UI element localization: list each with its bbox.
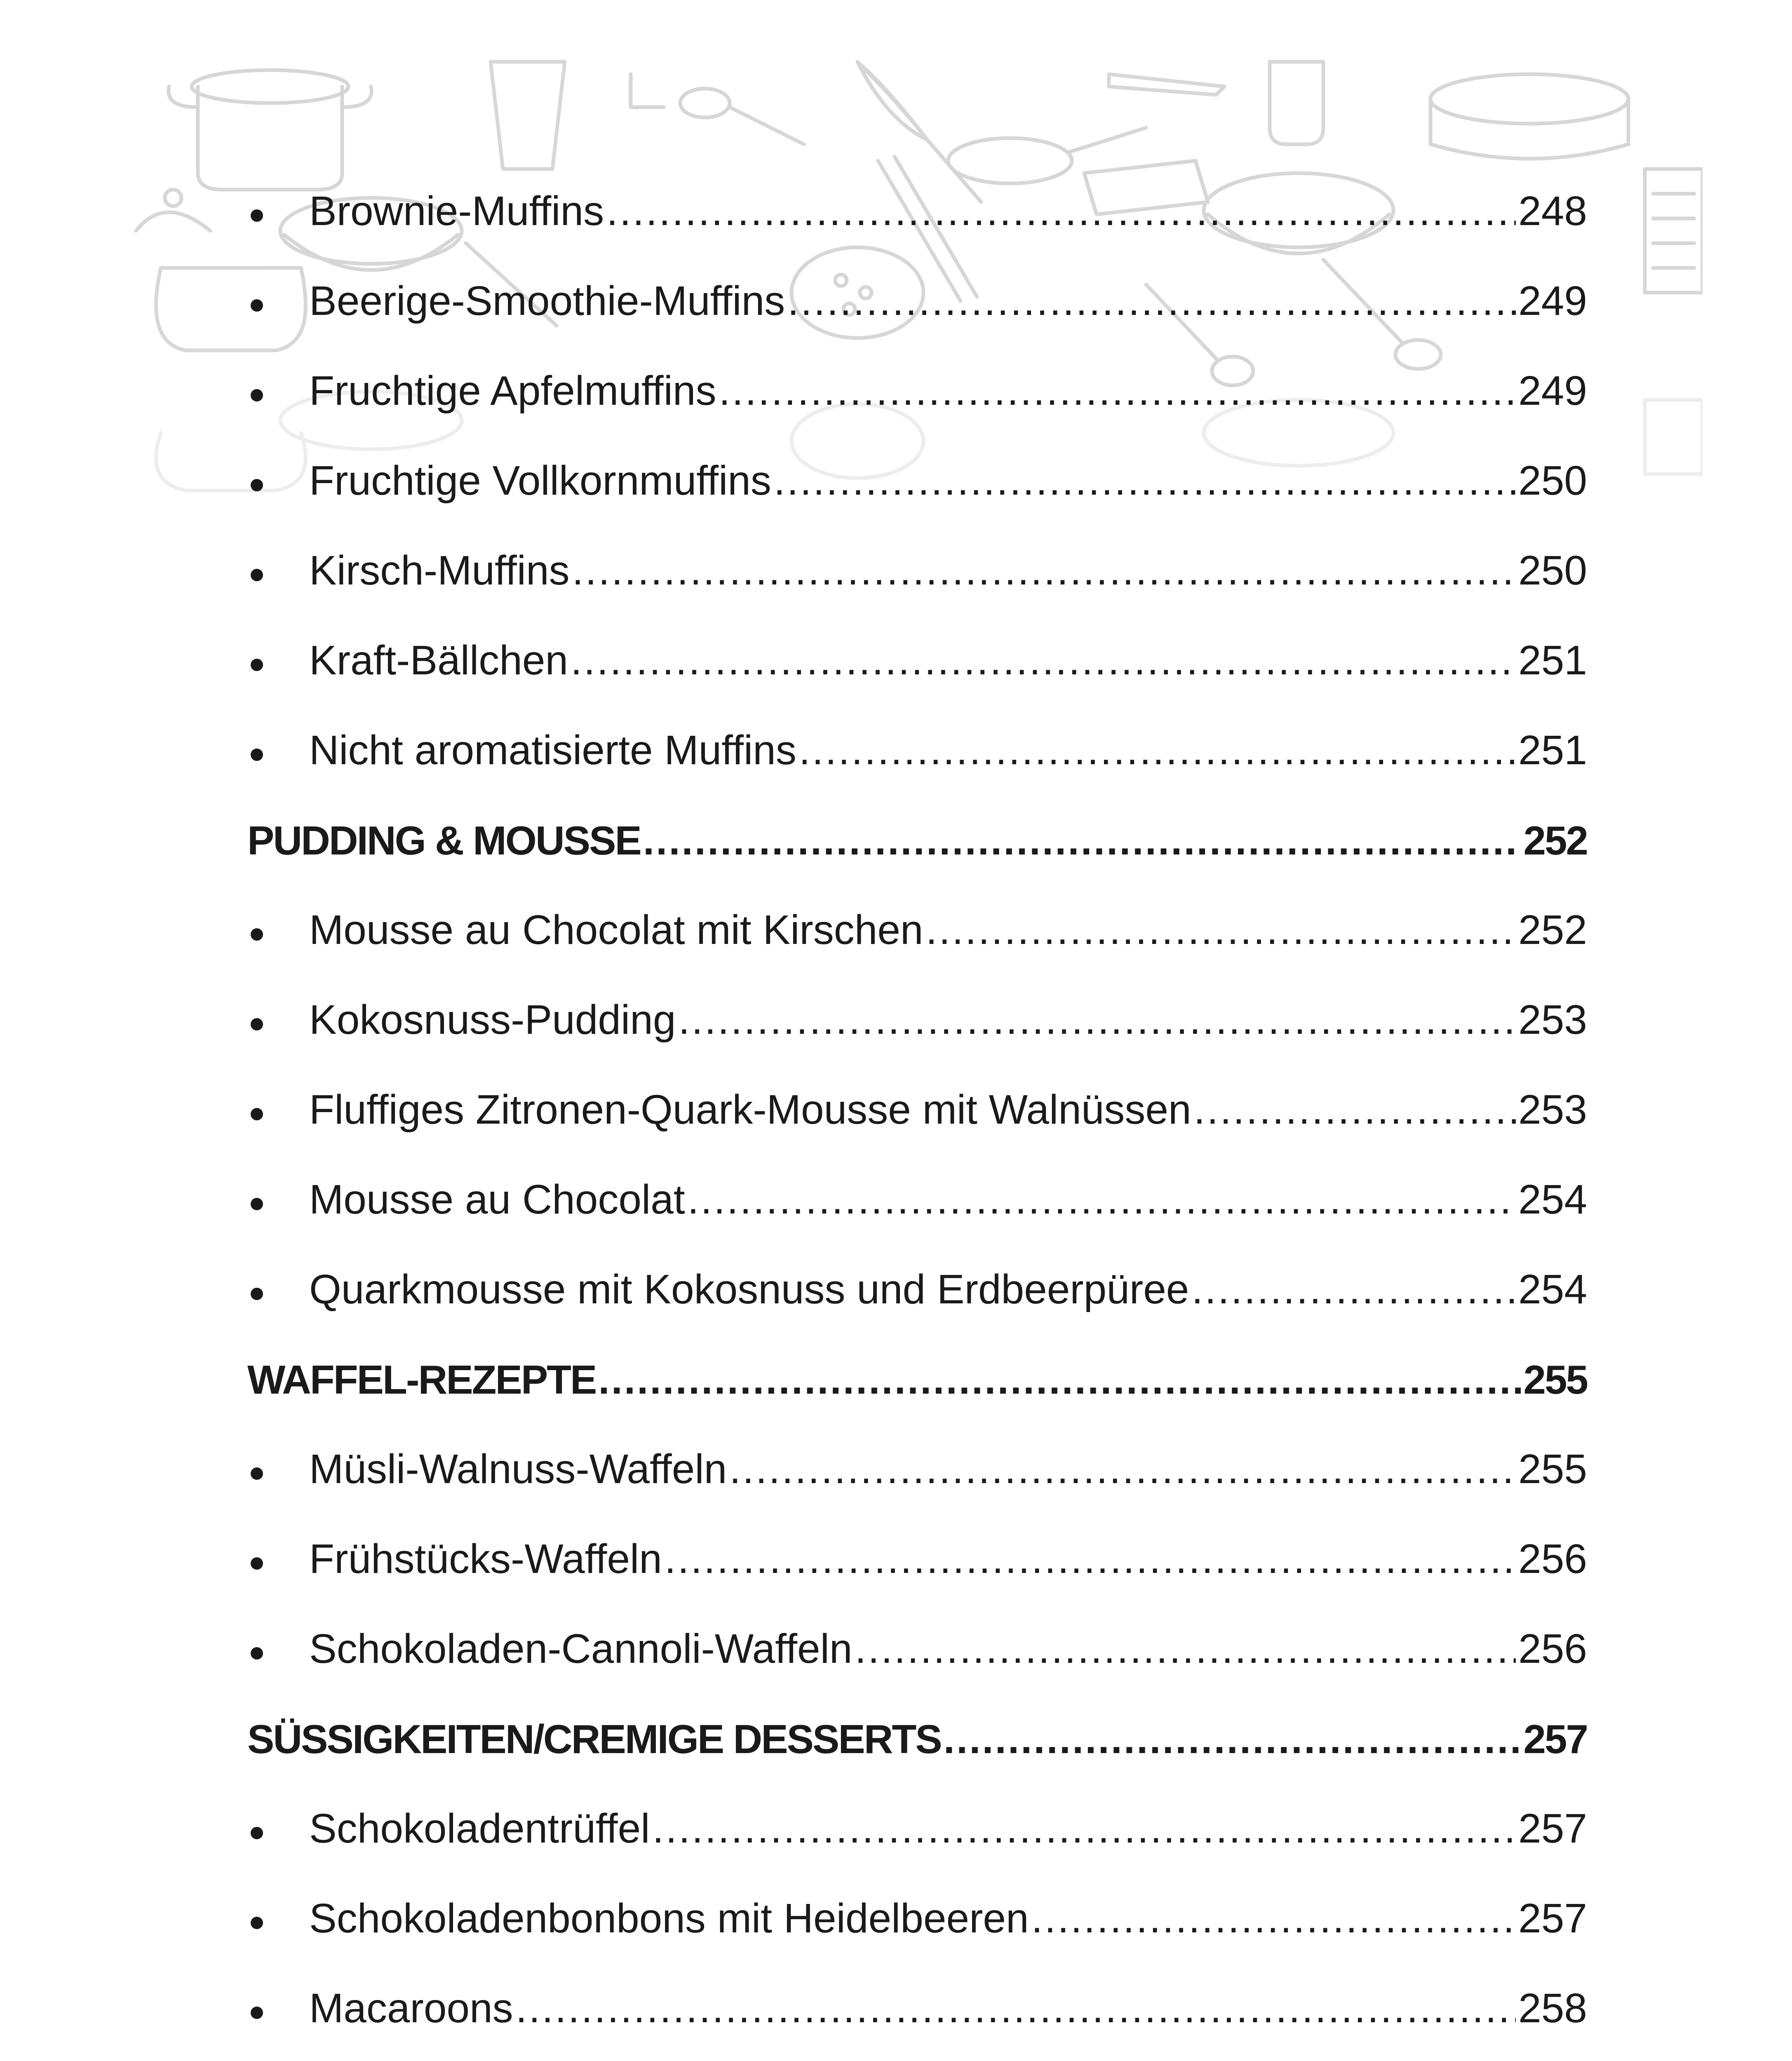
bullet-icon bbox=[251, 1827, 263, 1839]
toc-title: SÜSSIGKEITEN/CREMIGE DESSERTS bbox=[247, 1716, 941, 1762]
dot-leader bbox=[787, 277, 1516, 336]
dot-leader bbox=[516, 1985, 1516, 2044]
bullet-icon bbox=[251, 1108, 263, 1120]
toc-entry[interactable] bbox=[247, 1145, 1587, 1235]
toc-title: Fruchtige Vollkornmuffins bbox=[309, 458, 771, 504]
toc-entry[interactable] bbox=[247, 1864, 1587, 1954]
dot-leader bbox=[926, 906, 1516, 965]
toc-entry[interactable] bbox=[247, 1415, 1587, 1505]
toc-page-number: 250 bbox=[1518, 547, 1587, 594]
dot-leader bbox=[774, 457, 1516, 516]
toc-page-number: 257 bbox=[1518, 1805, 1587, 1852]
bullet-icon bbox=[251, 1647, 263, 1660]
dot-leader bbox=[944, 1716, 1521, 1774]
bullet-icon bbox=[251, 749, 263, 761]
dot-leader bbox=[719, 367, 1516, 426]
toc-page-number: 256 bbox=[1518, 1536, 1587, 1582]
toc-entry[interactable] bbox=[247, 606, 1587, 696]
toc-title: Beerige-Smoothie-Muffins bbox=[309, 278, 785, 324]
toc-page-number: 252 bbox=[1523, 818, 1587, 863]
toc-page-number: 258 bbox=[1518, 1985, 1587, 2031]
toc-title: Mousse au Chocolat mit Kirschen bbox=[309, 907, 923, 953]
dot-leader bbox=[729, 1446, 1516, 1505]
dot-leader bbox=[572, 547, 1516, 606]
toc-page-number: 251 bbox=[1518, 727, 1587, 773]
toc-title: Schokoladen-Cannoli-Waffeln bbox=[309, 1626, 853, 1672]
dot-leader bbox=[855, 1625, 1516, 1684]
toc-entry[interactable] bbox=[247, 157, 1587, 246]
bullet-icon bbox=[251, 1198, 263, 1210]
toc-section-heading[interactable] bbox=[247, 1684, 1587, 1774]
toc-page-number: 257 bbox=[1523, 1716, 1587, 1762]
dot-leader bbox=[653, 1805, 1516, 1864]
toc-section-heading[interactable] bbox=[247, 786, 1587, 876]
bullet-icon bbox=[251, 479, 263, 491]
bullet-icon bbox=[251, 209, 263, 222]
bullet-icon bbox=[251, 1557, 263, 1570]
bullet-icon bbox=[251, 1018, 263, 1030]
toc-page-number: 253 bbox=[1518, 1087, 1587, 1133]
toc-page-number: 255 bbox=[1523, 1357, 1587, 1402]
bullet-icon bbox=[251, 569, 263, 581]
dot-leader bbox=[799, 727, 1516, 786]
toc-entry[interactable] bbox=[247, 965, 1587, 1055]
toc-page-number: 251 bbox=[1518, 637, 1587, 683]
bullet-icon bbox=[251, 1467, 263, 1480]
toc-page-number: 254 bbox=[1518, 1266, 1587, 1312]
toc-page-number: 254 bbox=[1518, 1176, 1587, 1223]
toc-section-heading[interactable] bbox=[247, 1325, 1587, 1415]
bullet-icon bbox=[251, 928, 263, 941]
bullet-icon bbox=[251, 1917, 263, 1929]
toc-title: Quarkmousse mit Kokosnuss und Erdbeerpüree bbox=[309, 1266, 1189, 1312]
dot-leader bbox=[1191, 1266, 1516, 1325]
toc-title: PUDDING & MOUSSE bbox=[247, 818, 641, 863]
dot-leader bbox=[571, 637, 1516, 696]
toc-title: WAFFEL-REZEPTE bbox=[247, 1357, 596, 1402]
toc-page-number: 250 bbox=[1518, 458, 1587, 504]
toc-page-number: 256 bbox=[1518, 1626, 1587, 1672]
toc-title: Macaroons bbox=[309, 1985, 513, 2031]
toc-page-number: 255 bbox=[1518, 1446, 1587, 1492]
dot-leader bbox=[1194, 1086, 1516, 1145]
toc-title: Schokoladenbonbons mit Heidelbeeren bbox=[309, 1895, 1029, 1941]
toc-entry[interactable] bbox=[247, 696, 1587, 786]
toc-entry[interactable] bbox=[247, 1594, 1587, 1684]
toc-entry[interactable] bbox=[247, 516, 1587, 606]
toc-entry[interactable] bbox=[247, 1055, 1587, 1145]
toc-title: Mousse au Chocolat bbox=[309, 1176, 685, 1223]
bullet-icon bbox=[251, 1288, 263, 1300]
bullet-icon bbox=[251, 659, 263, 671]
toc-title: Kokosnuss-Pudding bbox=[309, 997, 676, 1043]
toc-page-number: 257 bbox=[1518, 1895, 1587, 1941]
toc-title: Fluffiges Zitronen-Quark-Mousse mit Walnüssen bbox=[309, 1087, 1191, 1133]
toc-entry[interactable] bbox=[247, 876, 1587, 965]
toc-entry[interactable] bbox=[247, 246, 1587, 336]
toc-title: Frühstücks-Waffeln bbox=[309, 1536, 662, 1582]
dot-leader bbox=[1031, 1895, 1516, 1954]
toc-title: Kraft-Bällchen bbox=[309, 637, 568, 683]
toc-entry[interactable] bbox=[247, 1954, 1587, 2044]
toc-entry[interactable] bbox=[247, 426, 1587, 516]
toc-page-number: 253 bbox=[1518, 997, 1587, 1043]
toc-title: Müsli-Walnuss-Waffeln bbox=[309, 1446, 727, 1492]
toc-page-number: 252 bbox=[1518, 907, 1587, 953]
toc-entry[interactable] bbox=[247, 1235, 1587, 1325]
bullet-icon bbox=[251, 299, 263, 312]
toc-title: Brownie-Muffins bbox=[309, 188, 604, 234]
toc-page-number: 248 bbox=[1518, 188, 1587, 234]
dot-leader bbox=[606, 188, 1516, 246]
dot-leader bbox=[665, 1535, 1516, 1594]
toc-entry[interactable] bbox=[247, 2044, 1587, 2061]
toc-title: Nicht aromatisierte Muffins bbox=[309, 727, 796, 773]
toc-page-number: 249 bbox=[1518, 368, 1587, 414]
dot-leader bbox=[598, 1357, 1521, 1415]
toc-title: Schokoladentrüffel bbox=[309, 1805, 650, 1852]
toc-page-number: 249 bbox=[1518, 278, 1587, 324]
table-of-contents bbox=[247, 157, 1587, 2061]
dot-leader bbox=[688, 1176, 1516, 1235]
toc-title: Kirsch-Muffins bbox=[309, 547, 570, 594]
toc-title: Fruchtige Apfelmuffins bbox=[309, 368, 716, 414]
dot-leader bbox=[643, 817, 1521, 876]
dot-leader bbox=[678, 996, 1516, 1055]
toc-entry[interactable] bbox=[247, 1774, 1587, 1864]
bullet-icon bbox=[251, 2007, 263, 2019]
toc-entry[interactable] bbox=[247, 1505, 1587, 1594]
toc-entry[interactable] bbox=[247, 336, 1587, 426]
bullet-icon bbox=[251, 389, 263, 401]
